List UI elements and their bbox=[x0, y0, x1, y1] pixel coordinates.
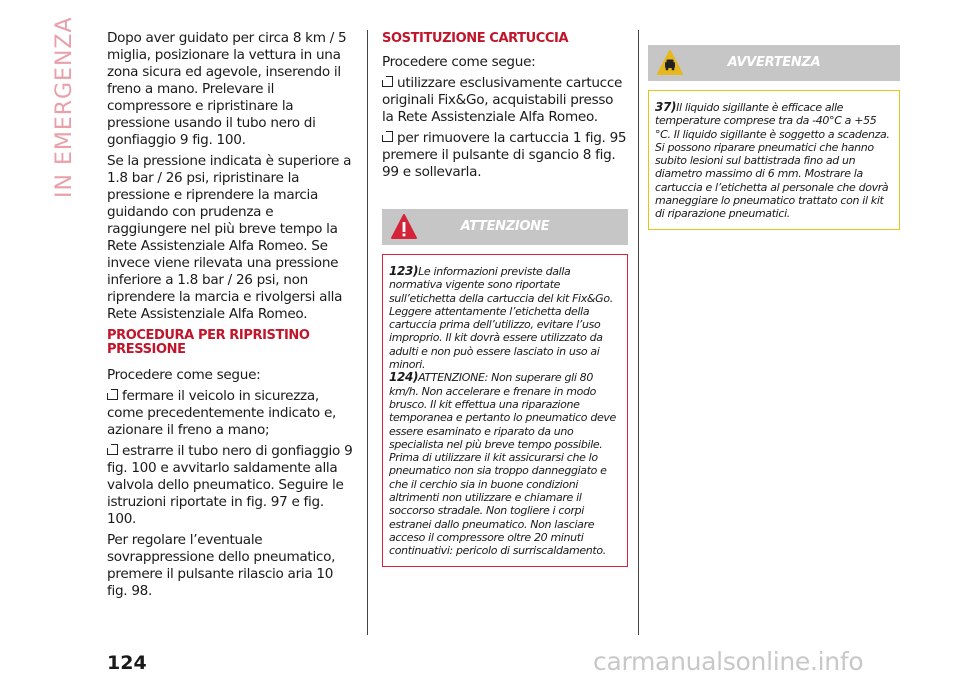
column-divider-1 bbox=[367, 30, 368, 635]
checkbox-bullet-icon bbox=[107, 444, 118, 455]
column-divider-2 bbox=[638, 30, 639, 635]
intro-text: Procedere come segue: bbox=[107, 367, 261, 383]
note-item: 37)Il liquido sigillante è efficace alle temperature comprese tra da -40°C a +55 °C. Il liquido sigillante è soggetto a scadenza. Si possono riparare pneumatici che hanno subito lesioni sul battistrada fino ad un diametro massimo di 6 mm. Mostrare la cartuccia e l’etichetta al personale che dovrà maneggiare lo pneumatico trattato con il kit di riparazione pneumatici. bbox=[655, 100, 890, 221]
note-item: 123)Le informazioni previste dalla normativa vigente sono riportate sull’etichetta della cartuccia del kit Fix&Go. Leggere attentamente l’etichetta della cartuccia prima dell’utilizzo, evitare l’uso improprio. Il kit dovrà essere utilizzato da adulti e non può essere lasciato in uso ai minori. bbox=[389, 264, 613, 372]
watermark: carmanualsonline.info bbox=[593, 647, 864, 676]
column-1 bbox=[107, 30, 355, 604]
warning-content bbox=[382, 254, 628, 567]
column-2 bbox=[382, 30, 628, 567]
checkbox-bullet-icon bbox=[382, 76, 393, 87]
column-3 bbox=[648, 45, 900, 230]
section-tab-label: IN EMERGENZA bbox=[52, 16, 77, 198]
checkbox-bullet-icon bbox=[382, 131, 393, 142]
section-heading: PROCEDURA PER RIPRISTINO PRESSIONE bbox=[107, 328, 310, 357]
note-number: 37) bbox=[655, 100, 677, 114]
bullet-item: utilizzare esclusivamente cartucce originali Fix&Go, acquistabili presso la Rete Assistenziale Alfa Romeo. bbox=[382, 75, 623, 125]
warning-block bbox=[382, 209, 628, 567]
page-number: 124 bbox=[107, 652, 147, 674]
caution-content bbox=[648, 90, 900, 230]
paragraph: Per regolare l’eventuale sovrappressione dello pneumatico, premere il pulsante rilascio aria 10 fig. 98. bbox=[107, 532, 336, 599]
bullet-item: fermare il veicolo in sicurezza, come precedentemente indicato e, azionare il freno a mano; bbox=[107, 388, 337, 438]
section-tab bbox=[52, 16, 82, 198]
bullet-item: estrarre il tubo nero di gonfiaggio 9 fig. 100 e avvitarlo saldamente alla valvola dello pneumatico. Seguire le istruzioni riportate in fig. 97 e fig. 100. bbox=[107, 443, 353, 527]
caution-header bbox=[648, 45, 900, 81]
note-item: 124)ATTENZIONE: Non superare gli 80 km/h. Non accelerare e frenare in modo brusco. Il kit effettua una riparazione temporanea e pertanto lo pneumatico deve essere esaminato e riparato da uno specialista nel più breve tempo possibile. Prima di utilizzare il kit assicurarsi che lo pneumatico non sia troppo danneggiato e che il cerchio sia in buone condizioni altrimenti non utilizzare e chiamare il soccorso stradale. Non togliere i corpi estranei dallo pneumatico. Non lasciare acceso il compressore oltre 20 minuti continuativi: pericolo di surriscaldamento. bbox=[389, 370, 616, 558]
note-number: 124) bbox=[389, 370, 419, 385]
warning-title: ATTENZIONE bbox=[460, 219, 550, 234]
caution-title: AVVERTENZA bbox=[727, 55, 821, 70]
paragraph: Se la pressione indicata è superiore a 1.8 bar / 26 psi, ripristinare la pressione e riprendere la marcia guidando con prudenza e raggiungere nel più breve tempo la Rete Assistenziale Alfa Romeo. Se invece viene rilevata una pressione inferiore a 1.8 bar / 26 psi, non riprendere la marcia e rivolgersi alla Rete Assistenziale Alfa Romeo. bbox=[107, 153, 352, 322]
section-heading: SOSTITUZIONE CARTUCCIA bbox=[382, 31, 569, 46]
warning-header bbox=[382, 209, 628, 245]
paragraph: Dopo aver guidato per circa 8 km / 5 miglia, posizionare la vettura in una zona sicura ed agevole, inserendo il freno a mano. Prelevare il compressore e ripristinare la pressione usando il tubo nero di gonfiaggio 9 fig. 100. bbox=[107, 30, 347, 148]
checkbox-bullet-icon bbox=[107, 389, 118, 400]
intro-text: Procedere come segue: bbox=[382, 54, 536, 70]
bullet-item: per rimuovere la cartuccia 1 fig. 95 premere il pulsante di sgancio 8 fig. 99 e sollevarla. bbox=[382, 130, 627, 180]
note-number: 123) bbox=[389, 264, 419, 278]
